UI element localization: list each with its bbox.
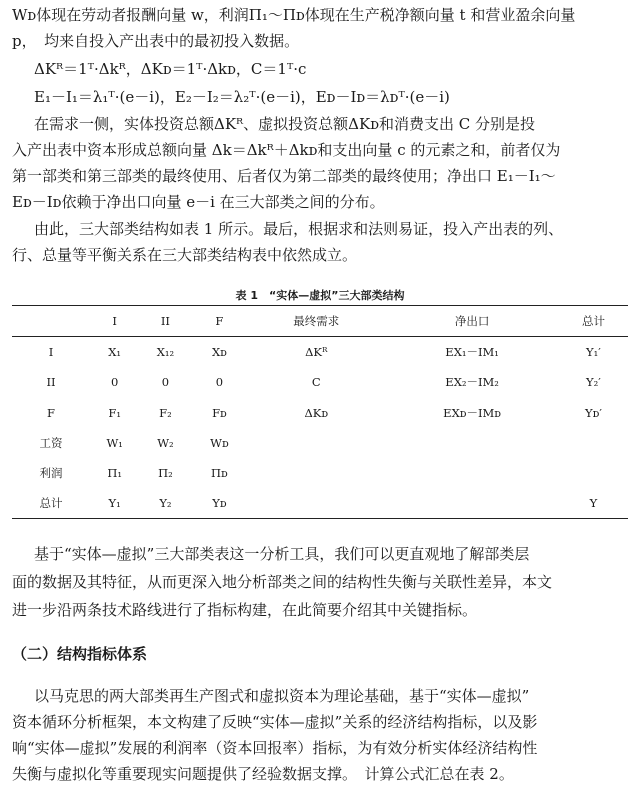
table-cell <box>385 428 559 458</box>
para4-line-4: 失衡与虚拟化等重要现实问题提供了经验数据支撑。 计算公式汇总在表 2。 <box>12 765 514 783</box>
table-cell: Xᴅ <box>211 345 227 360</box>
table-header-cell: F <box>215 314 224 329</box>
table-cell: X₁ <box>108 345 122 360</box>
table-row <box>12 458 628 488</box>
table-cell: Πᴅ <box>211 466 228 481</box>
table-cell: EX₁－IM₁ <box>445 345 499 360</box>
para4-line-1: 以马克思的两大部类再生产图式和虚拟资本为理论基础，基于“实体—虚拟” <box>34 687 530 705</box>
para1-line-1: 在需求一侧，实体投资总额ΔKᴿ、虚拟投资总额ΔKᴅ和消费支出 C 分别是投 <box>34 115 535 133</box>
para1-line-3: 第一部类和第三部类的最终使用、后者仅为第二部类的最终使用；净出口 E₁－I₁～ <box>12 167 556 185</box>
table-cell <box>559 428 628 458</box>
table-row-label: I <box>48 345 54 360</box>
table-cell: Y₂ <box>159 496 172 511</box>
table-cell: Y₁ <box>108 496 121 511</box>
table-row-label: II <box>46 375 56 390</box>
table-cell <box>385 458 559 488</box>
table-cell: Yᴅ′ <box>585 405 602 420</box>
table-cell: EXᴅ－IMᴅ <box>443 405 502 420</box>
table-cell: Y₁′ <box>586 345 601 360</box>
table-row <box>12 337 628 368</box>
para1-line-2: 入产出表中资本形成总额向量 Δk＝Δkᴿ＋Δkᴅ和支出向量 c 的元素之和，前者仅为 <box>12 141 561 159</box>
para4-line-2: 资本循环分析框架，本文构建了反映“实体—虚拟”关系的经济结构指标，以及影 <box>12 713 538 731</box>
para2-line-2: 行、总量等平衡关系在三大部类结构表中依然成立。 <box>12 246 358 264</box>
table-header-cell: II <box>160 314 170 329</box>
section-heading: （二）结构指标体系 <box>12 645 148 663</box>
table-cell: EX₂－IM₂ <box>445 375 499 390</box>
table-cell: ΔKᴅ <box>304 405 329 420</box>
table-row-label: F <box>47 405 55 420</box>
table-cell: Wᴅ <box>210 435 229 450</box>
table-cell: ΔKᴿ <box>305 345 328 360</box>
table-cell <box>247 458 385 488</box>
table-header-cell: 净出口 <box>454 314 490 329</box>
table-cell: Y <box>589 496 598 511</box>
table-row-label: 工资 <box>39 435 63 450</box>
table-cell: X₁₂ <box>156 345 175 360</box>
table-cell: Π₁ <box>107 466 122 481</box>
table-cell: Yᴅ <box>212 496 227 511</box>
table-cell: 0 <box>110 375 119 390</box>
table-cell: W₁ <box>106 435 123 450</box>
formula-net-export: E₁－I₁＝λ₁ᵀ·(e－i)，E₂－I₂＝λ₂ᵀ·(e－i)，Eᴅ－Iᴅ＝λᴅᵀ·(e－i) <box>34 88 450 106</box>
table-cell: Fᴅ <box>212 405 227 420</box>
table-cell: Y₂′ <box>586 375 601 390</box>
table-row <box>12 488 628 519</box>
table-cell: C <box>311 375 321 390</box>
para3-line-3: 进一步沿两条技术路线进行了指标构建，在此简要介绍其中关键指标。 <box>12 601 478 619</box>
table-header-cell: 总计 <box>581 314 605 329</box>
table1-caption: 表 1 “实体—虚拟”三大部类结构 <box>235 289 405 302</box>
para3-line-2: 面的数据及其特征，从而更深入地分析部类之间的结构性失衡与关联性差异，本文 <box>12 573 553 591</box>
table-cell <box>247 488 385 519</box>
table-cell: 0 <box>215 375 224 390</box>
para4-line-3: 响“实体—虚拟”发展的利润率（资本回报率）指标，为有效分析实体经济结构性 <box>12 739 538 757</box>
table-cell: F₂ <box>159 405 172 420</box>
table1 <box>12 305 628 519</box>
table-cell <box>385 488 559 519</box>
table-cell: F₁ <box>108 405 121 420</box>
table-row-label: 总计 <box>39 496 63 511</box>
table-row-label: 利润 <box>39 466 63 481</box>
table-header-cell: I <box>112 314 117 329</box>
table-header-cell: 最终需求 <box>293 314 340 329</box>
table-row <box>12 367 628 397</box>
table-header-cell <box>12 306 90 337</box>
para1-line-4: Eᴅ－Iᴅ依赖于净出口向量 e－i 在三大部类之间的分布。 <box>12 193 385 211</box>
formula-investment: ΔKᴿ＝1ᵀ·Δkᴿ，ΔKᴅ＝1ᵀ·Δkᴅ，C＝1ᵀ·c <box>34 60 307 78</box>
table-cell <box>247 428 385 458</box>
para3-line-1: 基于“实体—虚拟”三大部类表这一分析工具，我们可以更直观地了解部类层 <box>34 545 530 563</box>
table-row <box>12 428 628 458</box>
table-row <box>12 398 628 428</box>
table-cell <box>559 458 628 488</box>
table-cell: 0 <box>161 375 170 390</box>
para2-line-1: 由此，三大部类结构如表 1 所示。最后，根据求和法则易证，投入产出表的列、 <box>34 220 564 238</box>
intro-line-1: Wᴅ体现在劳动者报酬向量 w，利润Π₁～Πᴅ体现在生产税净额向量 t 和营业盈余向量 <box>12 6 576 24</box>
table-header-row <box>12 306 628 337</box>
table-cell: Π₂ <box>158 466 173 481</box>
intro-line-2: p， 均来自投入产出表中的最初投入数据。 <box>12 32 300 50</box>
table-cell: W₂ <box>157 435 174 450</box>
